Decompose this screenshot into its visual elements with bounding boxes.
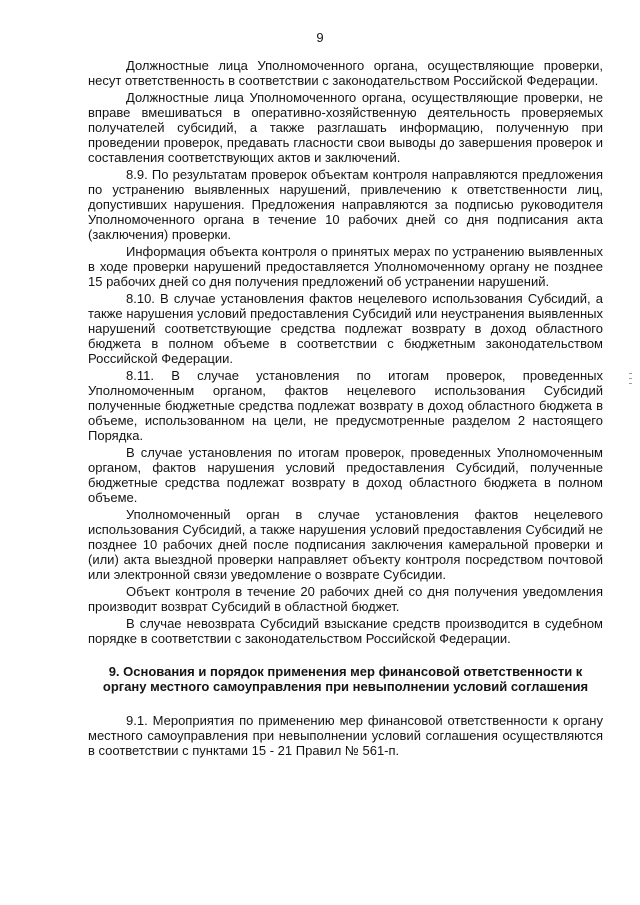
document-body [88,58,603,760]
paragraph-officials-liability: Должностные лица Уполномоченного органа, осуществляющие проверки, несут ответственность в соответствии с законодательством Российской Федерации. [88,58,603,88]
paragraph-judicial-recovery: В случае невозврата Субсидий взыскание средств производится в судебном порядке в соответствии с законодательством Российской Федерации. [88,616,603,646]
paragraph-violation-return: В случае установления по итогам проверок, проведенных Уполномоченным органом, фактов нарушения условий предоставления Субсидий, полученные бюджетные средства подлежат возврату в доход областного бюджета в полном объеме. [88,445,603,505]
paragraph-control-info: Информация объекта контроля о принятых мерах по устранению выявленных в ходе проверки нарушений предоставляется Уполномоченному органу не позднее 15 рабочих дней со дня получения предложений об устранении нарушений. [88,244,603,289]
paragraph-officials-restrictions: Должностные лица Уполномоченного органа, осуществляющие проверки, не вправе вмешиваться в оперативно-хозяйственную деятельность проверяемых получателей субсидий, а также разглашать информацию, полученную при проведении проверок, предавать гласности свои выводы до завершения проверок и составления соответствующих актов и заключений. [88,90,603,165]
paragraph-notification: Уполномоченный орган в случае установления фактов нецелевого использования Субсидий, а также нарушения условий предоставления Субсидий не позднее 10 рабочих дней после подписания заключения камеральной проверки и (или) акта выездной проверки направляет объекту контроля посредством почтовой или электронной связи уведомление о возврате Субсидии. [88,507,603,582]
paragraph-9-1: 9.1. Мероприятия по применению мер финансовой ответственности к органу местного самоуправления при невыполнении условий соглашения осуществляются в соответствии с пунктами 15 - 21 Правил № 561-п. [88,713,603,758]
scan-edge-mark [629,383,632,384]
paragraph-8-11: 8.11. В случае установления по итогам проверок, проведенных Уполномоченным органом, фактов нецелевого использования Субсидий полученные бюджетные средства подлежат возврату в доход областного бюджета в объеме, использованном на цели, не предусмотренные разделом 2 настоящего Порядка. [88,368,603,443]
page-number: 9 [316,30,324,45]
section-9-heading: 9. Основания и порядок применения мер финансовой ответственности к органу местного самоуправления при невыполнении условий соглашения [102,664,589,694]
scan-edge-mark [629,378,632,379]
paragraph-8-9: 8.9. По результатам проверок объектам контроля направляются предложения по устранению выявленных нарушений, привлечению к ответственности лиц, допустивших нарушения. Предложения направляются за подписью руководителя Уполномоченного органа в течение 10 рабочих дней со дня подписания акта (заключения) проверки. [88,167,603,242]
paragraph-8-10: 8.10. В случае установления фактов нецелевого использования Субсидий, а также нарушения условий предоставления Субсидий или неустранения выявленных нарушений соответствующие средства подлежат возврату в доход областного бюджета в полном объеме в соответствии с бюджетным законодательством Российской Федерации. [88,291,603,366]
scan-edge-mark [629,373,632,374]
paragraph-return-deadline: Объект контроля в течение 20 рабочих дней со дня получения уведомления производит возврат Субсидий в областной бюджет. [88,584,603,614]
